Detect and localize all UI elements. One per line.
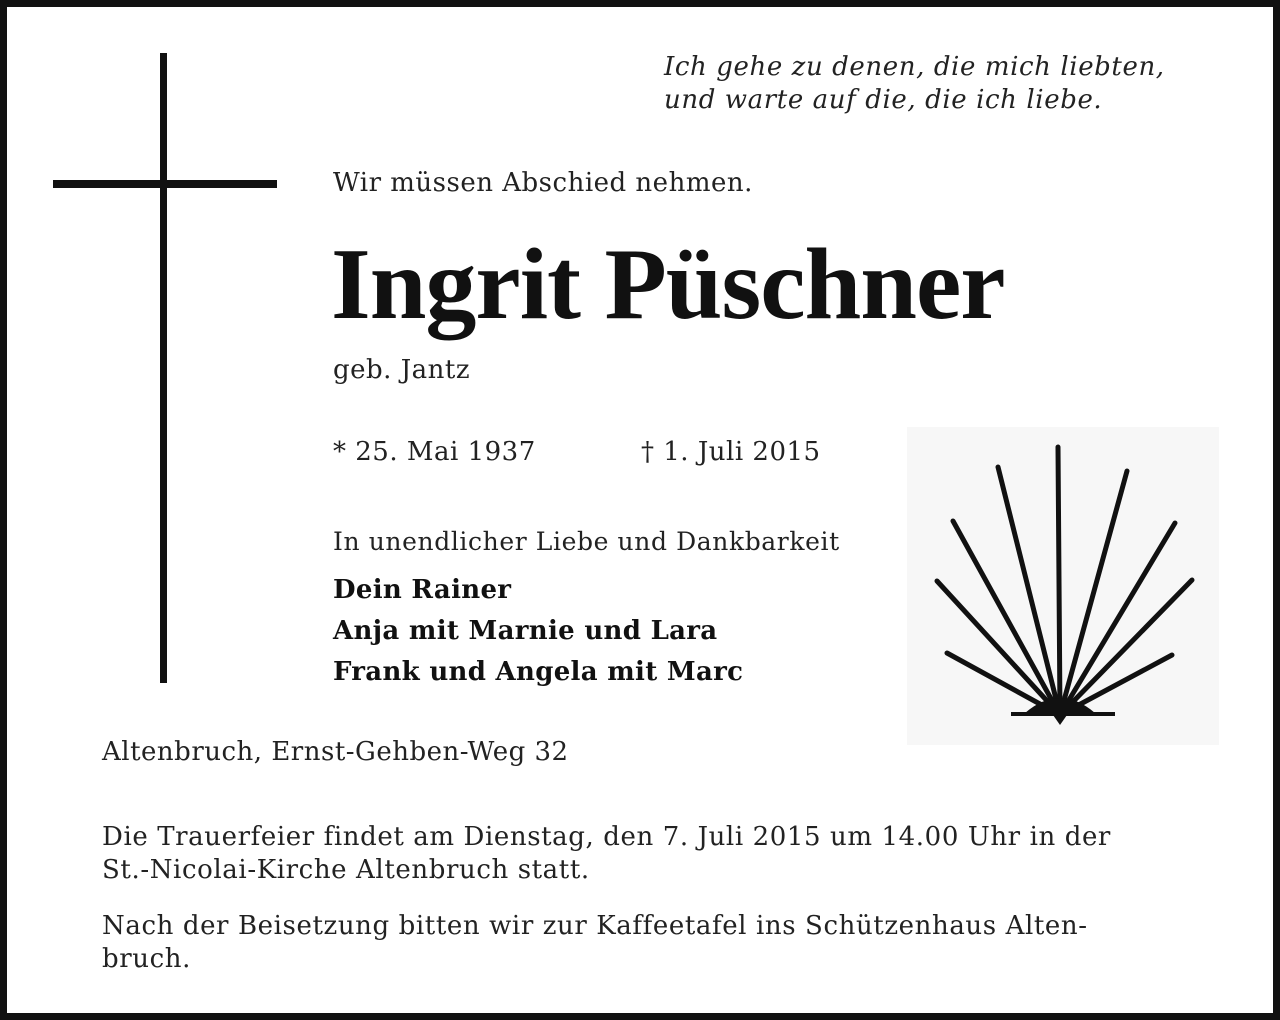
death-date: † 1. Juli 2015 bbox=[641, 437, 821, 467]
scallop-shell-icon bbox=[907, 427, 1219, 745]
funeral-notice-line-2: St.-Nicolai-Kirche Altenbruch statt. bbox=[102, 855, 590, 885]
mourner-name: Anja mit Marnie und Lara bbox=[333, 616, 718, 646]
mourner-name: Dein Rainer bbox=[333, 575, 512, 605]
epitaph-line-2: und warte auf die, die ich liebe. bbox=[664, 85, 1103, 115]
funeral-notice bbox=[102, 821, 1194, 887]
reception-notice-line-2: bruch. bbox=[102, 944, 191, 974]
dedication-text: In unendlicher Liebe und Dankbarkeit bbox=[333, 527, 840, 556]
mourner-name: Frank und Angela mit Marc bbox=[333, 657, 744, 687]
cross-icon bbox=[53, 53, 277, 683]
reception-notice-line-1: Nach der Beisetzung bitten wir zur Kaffeetafel ins Schützenhaus Alten- bbox=[102, 911, 1088, 941]
mourners-list bbox=[333, 570, 743, 693]
family-address: Altenbruch, Ernst-Gehben-Weg 32 bbox=[102, 737, 569, 767]
birth-name: geb. Jantz bbox=[333, 355, 471, 385]
reception-notice bbox=[102, 910, 1194, 976]
deceased-name: Ingrit Püschner bbox=[331, 228, 1005, 341]
birth-date: * 25. Mai 1937 bbox=[333, 437, 536, 467]
farewell-intro: Wir müssen Abschied nehmen. bbox=[333, 168, 753, 198]
epitaph-line-1: Ich gehe zu denen, die mich liebten, bbox=[664, 52, 1165, 82]
funeral-notice-line-1: Die Trauerfeier findet am Dienstag, den 7. Juli 2015 um 14.00 Uhr in der bbox=[102, 822, 1111, 852]
epitaph-quote bbox=[664, 51, 1224, 117]
